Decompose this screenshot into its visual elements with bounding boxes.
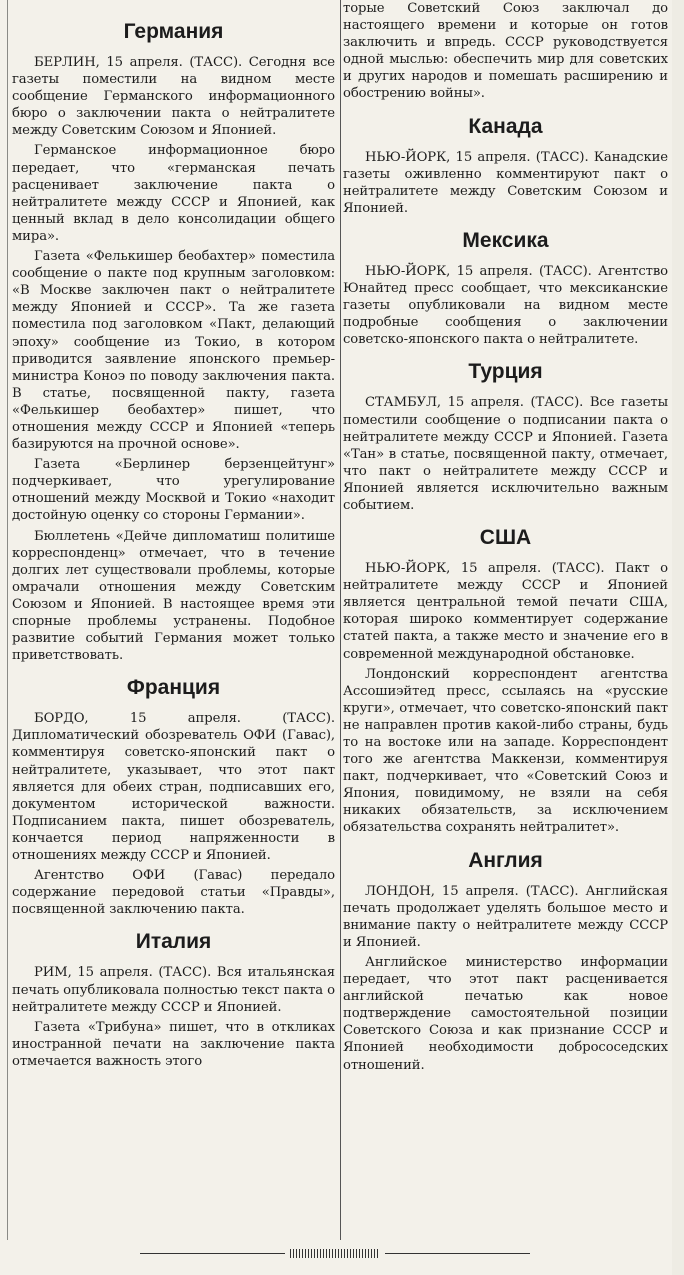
section-heading: Турция — [468, 360, 543, 384]
article-paragraph: РИМ, 15 апреля. (ТАСС). Вся итальянская печать опубликовала полностью текст пакта о нейтралитете между СССР и Японией. — [12, 965, 335, 1015]
article-paragraph: Газета «Фелькишер беобахтер» поместила сообщение о пакте под крупным заголовком: «В Москве заключен пакт о нейтралитете между Японией и СССР». Та же газета поместила под заголовком «Пакт, делающий эпоху» сообщение из Токио, в котором приводится заявление японского премьер-министра Коноэ по поводу заключения пакта. В статье, посвященной пакту, газета «Фелькишер беобахтер» пишет, что отношения между СССР и Японией «теперь базируются на прочной основе». — [12, 249, 335, 453]
article-paragraph: Германское информационное бюро передает, что «германская печать расценивает заключение пакта о нейтралитете между СССР и Японией, как ценный вклад в дело консолидации общего мира». — [12, 143, 335, 244]
section-heading: Франция — [126, 676, 221, 700]
article-paragraph: СТАМБУЛ, 15 апреля. (ТАСС). Все газеты поместили сообщение о подписании пакта о нейтралитете между СССР и Японией. Газета «Тан» в статье, посвященной пакту, отмечает, что пакт о нейтралитете между СССР и Японией является исключительно важным событием. — [343, 395, 668, 513]
article-paragraph: Газета «Берлинер берзенцейтунг» подчеркивает, что урегулирование отношений между Москвой и Токио «находит достойную оценку со стороны Германии». — [12, 457, 335, 524]
column-divider — [340, 0, 341, 1240]
article-paragraph: НЬЮ-ЙОРК, 15 апреля. (ТАСС). Агентство Юнайтед пресс сообщает, что мексиканские газеты опубликовали на видном месте подробные сообщения о заключении советско-японского пакта о нейтралитете. — [343, 263, 668, 348]
section-turkey — [343, 360, 668, 514]
closing-ornament-rule — [140, 1248, 530, 1260]
article-paragraph: БЕРЛИН, 15 апреля. (ТАСС). Сегодня все газеты поместили на видном месте сообщение Германского информационного бюро о заключении пакта о нейтралитете между Советским Союзом и Японией. — [12, 55, 335, 139]
article-paragraph: НЬЮ-ЙОРК, 15 апреля. (ТАСС). Пакт о нейтралитете между СССР и Японией является центральной темой печати США, которая широко комментирует содержание статей пакта, а также место и значение его в современной международной обстановке. — [343, 561, 668, 662]
article-paragraph: Агентство ОФИ (Гавас) передало содержание передовой статьи «Правды», посвященной заключению пакта. — [12, 868, 335, 918]
left-margin-rule — [7, 0, 8, 1240]
article-paragraph: ЛОНДОН, 15 апреля. (ТАСС). Английская печать продолжает уделять большое место и внимание пакту о нейтралитете между СССР и Японией. — [343, 883, 668, 950]
article-paragraph: торые Советский Союз заключал до настоящего времени и которые он готов заключить и впредь. СССР руководствуется одной мыслью: обеспечить мир для советских и других народов и помешать расширению и обострению войны». — [343, 1, 668, 102]
section-heading: Англия — [468, 848, 543, 872]
ornament-line-left — [140, 1253, 285, 1254]
page-edge — [672, 0, 684, 1275]
section-heading: Мексика — [462, 228, 549, 252]
article-paragraph: Газета «Трибуна» пишет, что в откликах иностранной печати на заключение пакта отмечается важность этого — [12, 1019, 335, 1069]
article-paragraph: БОРДО, 15 апреля. (ТАСС). Дипломатический обозреватель ОФИ (Гавас), комментируя советско-японский пакт о нейтралитете, указывает, что этот пакт является для обеих стран, подписавших его, документом исторической важности. Подписанием пакта, пишет обозреватель, кончается период напряженности в отношениях между СССР и Японией. — [12, 711, 335, 864]
section-usa — [343, 526, 668, 837]
section-heading: Канада — [468, 114, 543, 138]
right-column — [343, 0, 668, 1086]
section-germany — [12, 20, 335, 664]
article-paragraph: Бюллетень «Дейче дипломатиш политише корреспонденц» отмечает, что в течение долгих лет существовали проблемы, которые омрачали отношения между Советским Союзом и Японией. В настоящее время эти спорные проблемы устранены. Подобное развитие событий Германия может только приветствовать. — [12, 528, 335, 664]
section-england — [343, 849, 668, 1074]
ornament-line-right — [385, 1253, 530, 1254]
left-column — [12, 20, 335, 1082]
section-heading: Германия — [123, 20, 224, 43]
section-heading: Италия — [135, 930, 212, 954]
article-paragraph: Английское министерство информации передает, что этот пакт расценивается английской печатью как новое подтверждение самостоятельной позиции Советского Союза и как признание СССР и Японией необходимости добрососедских отношений. — [343, 954, 668, 1073]
section-canada — [343, 115, 668, 217]
article-paragraph: НЬЮ-ЙОРК, 15 апреля. (ТАСС). Канадские газеты оживленно комментируют пакт о нейтралитете между Советским Союзом и Японией. — [343, 149, 668, 216]
section-italy — [12, 930, 335, 1070]
section-france — [12, 676, 335, 918]
article-paragraph: Лондонский корреспондент агентства Ассошиэйтед пресс, ссылаясь на «русские круги», отмечает, что советско-японский пакт не направлен против какой-либо страны, будь то на востоке или на западе. Корреспондент того же агентства Маккензи, комментируя пакт, подчеркивает, что «Советский Союз и Япония, повидимому, не взяли на себя никаких обязательств, за исключением обязательства сохранять нейтралитет». — [343, 666, 668, 836]
section-heading: США — [479, 526, 532, 550]
section-mexico — [343, 229, 668, 348]
ornament-hatch — [290, 1249, 380, 1258]
continued-article — [343, 0, 668, 103]
